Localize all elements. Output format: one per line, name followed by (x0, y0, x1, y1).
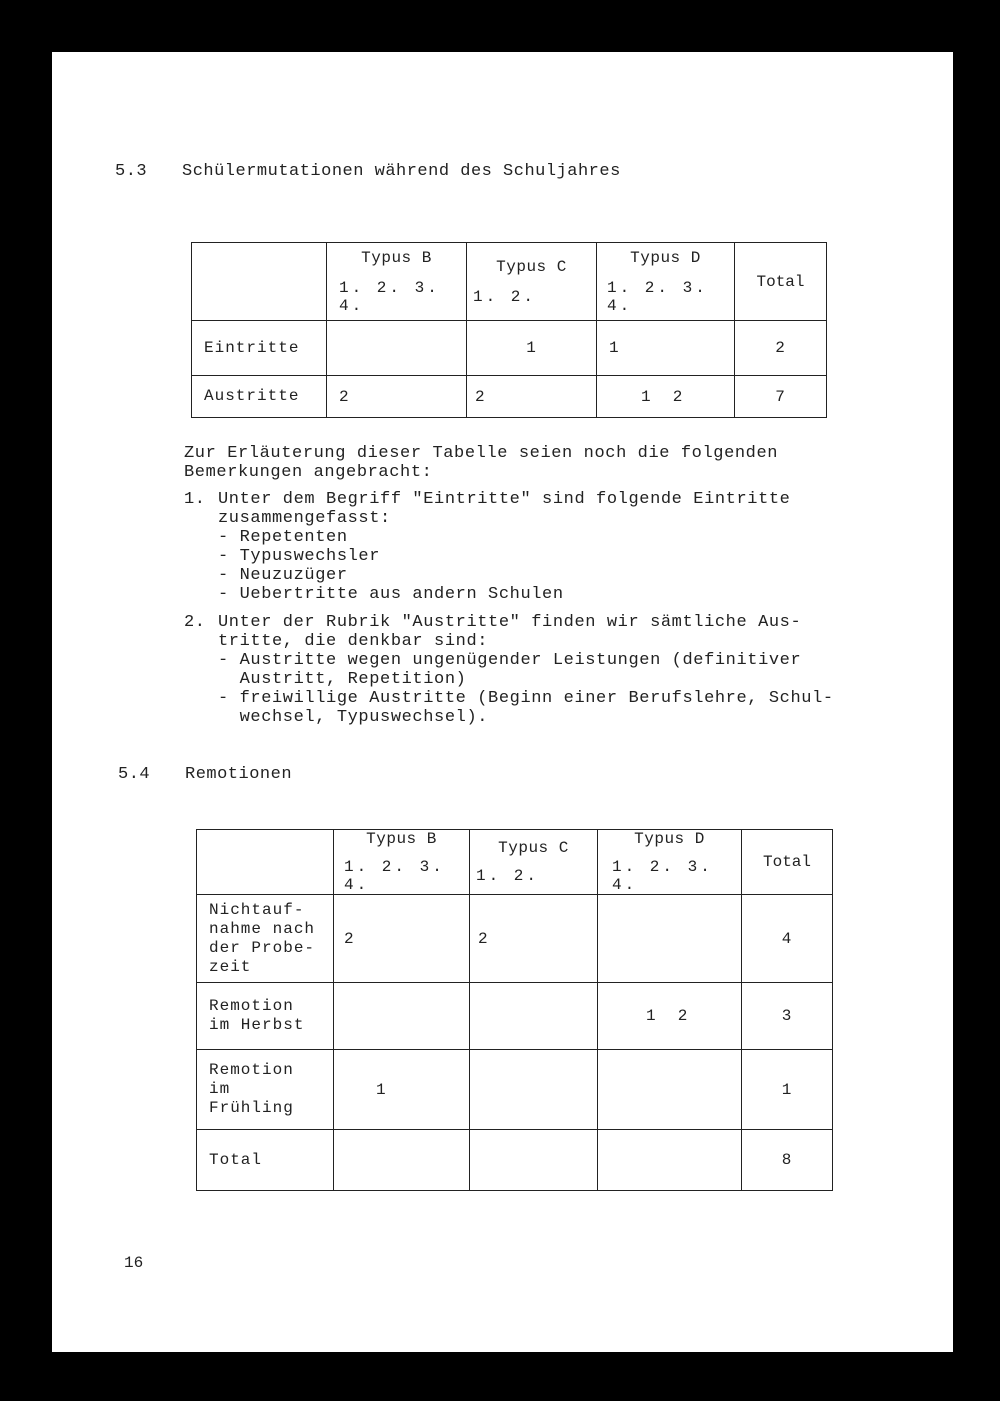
cell-typus-b (334, 983, 470, 1050)
header-typus-c: Typus C 1. 2. (470, 830, 598, 895)
section-5-3-number: 5.3 (115, 162, 148, 181)
mutations-table (191, 242, 827, 418)
explanation-intro-line-2: Bemerkungen angebracht: (184, 463, 433, 482)
table-row (197, 1050, 833, 1130)
list-item-2-bullet-2-line-1: - freiwillige Austritte (Beginn einer Berufslehre, Schul- (218, 689, 834, 708)
cell-typus-c: 1 (467, 321, 597, 376)
header-typus-d: Typus D 1. 2. 3. 4. (597, 243, 735, 321)
row-label: Eintritte (192, 321, 327, 376)
list-item-1-number: 1. (184, 490, 206, 509)
cell-total: 7 (735, 376, 827, 418)
list-item-2-line-1: Unter der Rubrik "Austritte" finden wir sämtliche Aus- (218, 613, 802, 632)
cell-typus-b (327, 321, 467, 376)
list-item-2-bullet-1-line-1: - Austritte wegen ungenügender Leistungen (definitiver (218, 651, 802, 670)
cell-typus-c (470, 1130, 598, 1191)
header-total: Total (735, 243, 827, 321)
table-header-row (197, 830, 833, 895)
row-label: Remotion im Herbst (197, 983, 334, 1050)
header-total: Total (742, 830, 833, 895)
section-5-3-title: Schülermutationen während des Schuljahres (182, 162, 621, 181)
list-item-1-bullet: - Repetenten (218, 528, 348, 547)
cell-typus-b: 2 (334, 895, 470, 983)
cell-typus-d: 1 2 (598, 983, 742, 1050)
cell-typus-d: 1 (597, 321, 735, 376)
cell-typus-d (598, 1130, 742, 1191)
cell-typus-b: 1 (334, 1050, 470, 1130)
cell-typus-d: 1 2 (597, 376, 735, 418)
document-page (52, 52, 953, 1352)
header-typus-c: Typus C 1. 2. (467, 243, 597, 321)
cell-typus-b: 2 (327, 376, 467, 418)
list-item-2-bullet-1-line-2: Austritt, Repetition) (218, 670, 467, 689)
row-label: Remotion im Frühling (197, 1050, 334, 1130)
header-typus-b: Typus B 1. 2. 3. 4. (334, 830, 470, 895)
cell-typus-d (598, 895, 742, 983)
list-item-2-bullet-2-line-2: wechsel, Typuswechsel). (218, 708, 489, 727)
explanation-intro-line-1: Zur Erläuterung dieser Tabelle seien noch die folgenden (184, 444, 779, 463)
list-item-1-line-2: zusammengefasst: (218, 509, 391, 528)
list-item-1-bullet: - Uebertritte aus andern Schulen (218, 585, 564, 604)
cell-total: 1 (742, 1050, 833, 1130)
list-item-2-number: 2. (184, 613, 206, 632)
section-5-4-title: Remotionen (185, 765, 293, 784)
list-item-1-bullet: - Neuzuzüger (218, 566, 348, 585)
table-row (197, 1130, 833, 1191)
header-empty-cell (197, 830, 334, 895)
header-empty-cell (192, 243, 327, 321)
cell-typus-c (470, 1050, 598, 1130)
cell-typus-c: 2 (467, 376, 597, 418)
list-item-1-line-1: Unter dem Begriff "Eintritte" sind folgende Eintritte (218, 490, 791, 509)
row-label: Austritte (192, 376, 327, 418)
row-label: Total (197, 1130, 334, 1191)
cell-total: 8 (742, 1130, 833, 1191)
cell-total: 4 (742, 895, 833, 983)
cell-total: 2 (735, 321, 827, 376)
cell-typus-b (334, 1130, 470, 1191)
cell-typus-c: 2 (470, 895, 598, 983)
list-item-1-bullet: - Typuswechsler (218, 547, 381, 566)
header-typus-b: Typus B 1. 2. 3. 4. (327, 243, 467, 321)
table-header-row (192, 243, 827, 321)
cell-typus-c (470, 983, 598, 1050)
table-row (192, 321, 827, 376)
cell-total: 3 (742, 983, 833, 1050)
row-label: Nichtauf- nahme nach der Probe- zeit (197, 895, 334, 983)
table-row (197, 895, 833, 983)
table-row (197, 983, 833, 1050)
cell-typus-d (598, 1050, 742, 1130)
section-5-4-number: 5.4 (118, 765, 151, 784)
page-number: 16 (124, 1254, 144, 1272)
header-typus-d: Typus D 1. 2. 3. 4. (598, 830, 742, 895)
list-item-2-line-2: tritte, die denkbar sind: (218, 632, 489, 651)
remotions-table (196, 829, 833, 1191)
table-row (192, 376, 827, 418)
